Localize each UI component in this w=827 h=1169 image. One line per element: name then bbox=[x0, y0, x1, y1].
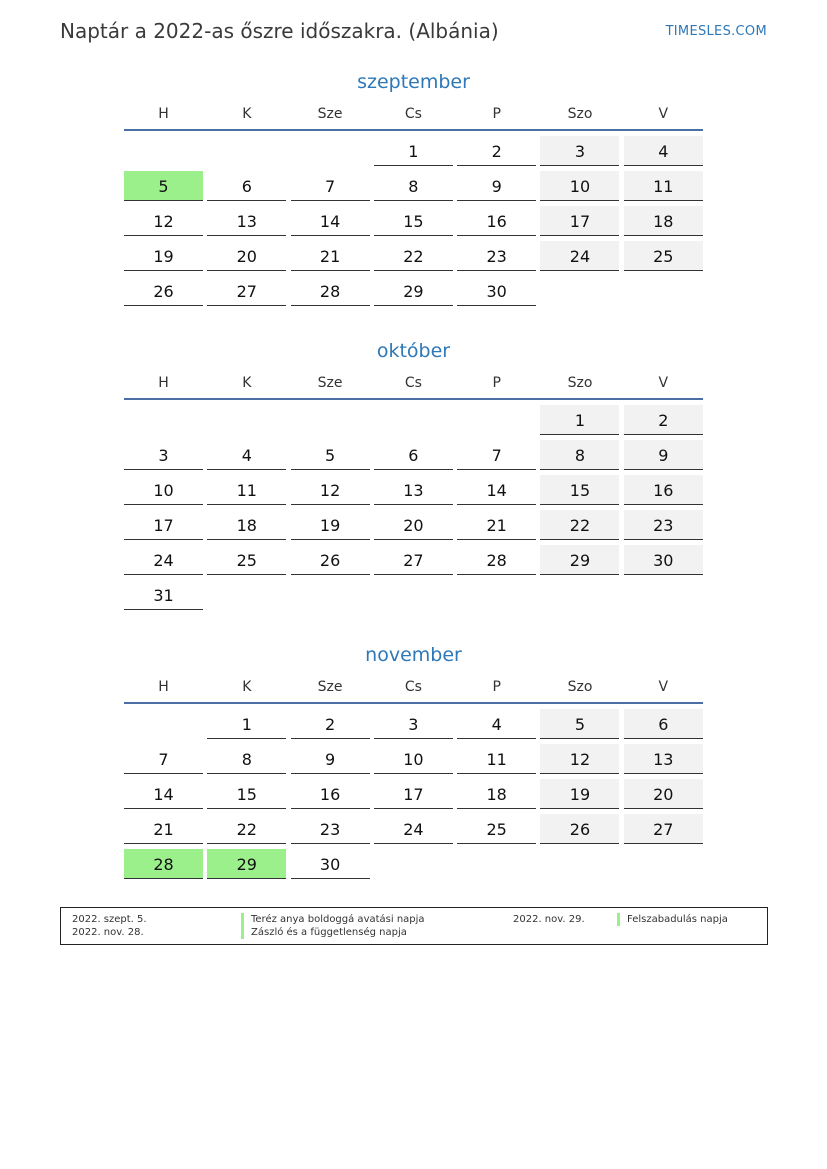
day-cell: 17 bbox=[124, 510, 203, 540]
weekend-day-cell: 6 bbox=[624, 709, 703, 739]
weekend-day-cell: 19 bbox=[540, 779, 619, 809]
day-cell: 16 bbox=[291, 779, 370, 809]
month-november bbox=[124, 642, 703, 879]
day-cell: 23 bbox=[291, 814, 370, 844]
legend-holiday-name: Zászló és a függetlenség napja bbox=[241, 926, 407, 939]
day-cell: 19 bbox=[124, 241, 203, 271]
month-title: szeptember bbox=[357, 71, 470, 93]
day-cell: 18 bbox=[457, 779, 536, 809]
day-cell: 16 bbox=[457, 206, 536, 236]
legend-holiday-name: Felszabadulás napja bbox=[617, 913, 728, 926]
day-cell: 25 bbox=[207, 545, 286, 575]
day-cell: 9 bbox=[457, 171, 536, 201]
weekday-label: Szo bbox=[567, 375, 593, 391]
weekend-day-cell: 17 bbox=[540, 206, 619, 236]
legend-date: 2022. nov. 28. bbox=[72, 927, 144, 938]
weekday-label: Szo bbox=[567, 106, 593, 122]
day-cell: 28 bbox=[457, 545, 536, 575]
day-cell: 6 bbox=[374, 440, 453, 470]
weekday-label: Cs bbox=[404, 375, 422, 391]
weekday-label: V bbox=[658, 106, 669, 122]
day-cell: 24 bbox=[124, 545, 203, 575]
day-cell: 23 bbox=[457, 241, 536, 271]
day-cell: 13 bbox=[374, 475, 453, 505]
month-october bbox=[124, 338, 703, 610]
day-cell: 28 bbox=[291, 276, 370, 306]
empty-cell bbox=[124, 709, 203, 739]
day-cell: 24 bbox=[374, 814, 453, 844]
day-cell: 27 bbox=[374, 545, 453, 575]
day-cell: 1 bbox=[207, 709, 286, 739]
day-cell: 6 bbox=[207, 171, 286, 201]
weekend-day-cell: 8 bbox=[540, 440, 619, 470]
day-cell: 4 bbox=[207, 440, 286, 470]
weekend-day-cell: 5 bbox=[540, 709, 619, 739]
weekday-label: Sze bbox=[317, 679, 343, 695]
holiday-day-cell: 5 bbox=[124, 171, 203, 201]
day-cell: 10 bbox=[374, 744, 453, 774]
day-cell: 7 bbox=[457, 440, 536, 470]
day-cell: 19 bbox=[291, 510, 370, 540]
empty-cell bbox=[124, 405, 203, 435]
weekday-label: V bbox=[658, 679, 669, 695]
day-cell: 14 bbox=[457, 475, 536, 505]
weekday-label: Szo bbox=[567, 679, 593, 695]
weekend-day-cell: 25 bbox=[624, 241, 703, 271]
empty-cell bbox=[457, 405, 536, 435]
month-september bbox=[124, 69, 703, 306]
day-cell: 8 bbox=[207, 744, 286, 774]
day-grid bbox=[124, 405, 703, 610]
weekday-header bbox=[124, 103, 703, 131]
weekend-day-cell: 24 bbox=[540, 241, 619, 271]
day-cell: 12 bbox=[124, 206, 203, 236]
weekday-label: K bbox=[242, 106, 252, 122]
day-cell: 2 bbox=[457, 136, 536, 166]
day-cell: 31 bbox=[124, 580, 203, 610]
weekend-day-cell: 4 bbox=[624, 136, 703, 166]
empty-cell bbox=[374, 405, 453, 435]
weekend-day-cell: 26 bbox=[540, 814, 619, 844]
empty-cell bbox=[124, 136, 203, 166]
day-cell: 20 bbox=[374, 510, 453, 540]
day-cell: 18 bbox=[207, 510, 286, 540]
weekend-day-cell: 10 bbox=[540, 171, 619, 201]
day-cell: 22 bbox=[207, 814, 286, 844]
day-cell: 21 bbox=[457, 510, 536, 540]
weekday-label: H bbox=[158, 375, 169, 391]
day-cell: 5 bbox=[291, 440, 370, 470]
day-cell: 15 bbox=[207, 779, 286, 809]
weekend-day-cell: 18 bbox=[624, 206, 703, 236]
weekend-day-cell: 15 bbox=[540, 475, 619, 505]
day-cell: 9 bbox=[291, 744, 370, 774]
day-cell: 30 bbox=[291, 849, 370, 879]
holiday-day-cell: 28 bbox=[124, 849, 203, 879]
day-cell: 10 bbox=[124, 475, 203, 505]
weekday-label: Sze bbox=[317, 375, 343, 391]
weekend-day-cell: 22 bbox=[540, 510, 619, 540]
day-cell: 21 bbox=[291, 241, 370, 271]
weekend-day-cell: 20 bbox=[624, 779, 703, 809]
weekday-label: H bbox=[158, 106, 169, 122]
brand-link[interactable]: TIMESLES.COM bbox=[665, 24, 767, 39]
holiday-day-cell: 29 bbox=[207, 849, 286, 879]
day-cell: 22 bbox=[374, 241, 453, 271]
weekday-header bbox=[124, 676, 703, 704]
day-cell: 2 bbox=[291, 709, 370, 739]
day-cell: 8 bbox=[374, 171, 453, 201]
day-grid bbox=[124, 136, 703, 306]
day-cell: 26 bbox=[291, 545, 370, 575]
weekday-label: V bbox=[658, 375, 669, 391]
weekday-label: P bbox=[492, 375, 501, 391]
weekday-label: Cs bbox=[404, 106, 422, 122]
day-cell: 27 bbox=[207, 276, 286, 306]
day-cell: 11 bbox=[207, 475, 286, 505]
weekend-day-cell: 27 bbox=[624, 814, 703, 844]
legend-date: 2022. szept. 5. bbox=[72, 914, 147, 925]
day-cell: 11 bbox=[457, 744, 536, 774]
weekday-label: H bbox=[158, 679, 169, 695]
weekend-day-cell: 11 bbox=[624, 171, 703, 201]
weekend-day-cell: 3 bbox=[540, 136, 619, 166]
weekend-day-cell: 16 bbox=[624, 475, 703, 505]
day-cell: 13 bbox=[207, 206, 286, 236]
day-cell: 1 bbox=[374, 136, 453, 166]
day-cell: 3 bbox=[374, 709, 453, 739]
weekend-day-cell: 12 bbox=[540, 744, 619, 774]
holiday-legend bbox=[60, 907, 768, 945]
day-cell: 14 bbox=[124, 779, 203, 809]
weekday-label: Cs bbox=[404, 679, 422, 695]
weekend-day-cell: 30 bbox=[624, 545, 703, 575]
day-cell: 29 bbox=[374, 276, 453, 306]
month-title: október bbox=[376, 340, 451, 362]
legend-holiday-name: Teréz anya boldoggá avatási napja bbox=[241, 913, 425, 926]
weekend-day-cell: 13 bbox=[624, 744, 703, 774]
day-cell: 12 bbox=[291, 475, 370, 505]
day-cell: 15 bbox=[374, 206, 453, 236]
weekend-day-cell: 2 bbox=[624, 405, 703, 435]
weekend-day-cell: 29 bbox=[540, 545, 619, 575]
day-cell: 25 bbox=[457, 814, 536, 844]
day-cell: 3 bbox=[124, 440, 203, 470]
day-grid bbox=[124, 709, 703, 879]
empty-cell bbox=[207, 405, 286, 435]
month-title: november bbox=[365, 644, 462, 666]
empty-cell bbox=[291, 405, 370, 435]
day-cell: 26 bbox=[124, 276, 203, 306]
weekend-day-cell: 9 bbox=[624, 440, 703, 470]
empty-cell bbox=[207, 136, 286, 166]
weekday-label: Sze bbox=[317, 106, 343, 122]
day-cell: 4 bbox=[457, 709, 536, 739]
day-cell: 30 bbox=[457, 276, 536, 306]
weekday-label: P bbox=[492, 106, 501, 122]
weekend-day-cell: 1 bbox=[540, 405, 619, 435]
empty-cell bbox=[291, 136, 370, 166]
day-cell: 21 bbox=[124, 814, 203, 844]
legend-date: 2022. nov. 29. bbox=[513, 914, 585, 925]
weekday-label: K bbox=[242, 375, 252, 391]
page-title: Naptár a 2022-as őszre időszakra. (Albánia) bbox=[60, 19, 499, 43]
weekday-label: P bbox=[492, 679, 501, 695]
weekday-label: K bbox=[242, 679, 252, 695]
day-cell: 7 bbox=[124, 744, 203, 774]
day-cell: 7 bbox=[291, 171, 370, 201]
weekday-header bbox=[124, 372, 703, 400]
day-cell: 14 bbox=[291, 206, 370, 236]
day-cell: 20 bbox=[207, 241, 286, 271]
weekend-day-cell: 23 bbox=[624, 510, 703, 540]
day-cell: 17 bbox=[374, 779, 453, 809]
